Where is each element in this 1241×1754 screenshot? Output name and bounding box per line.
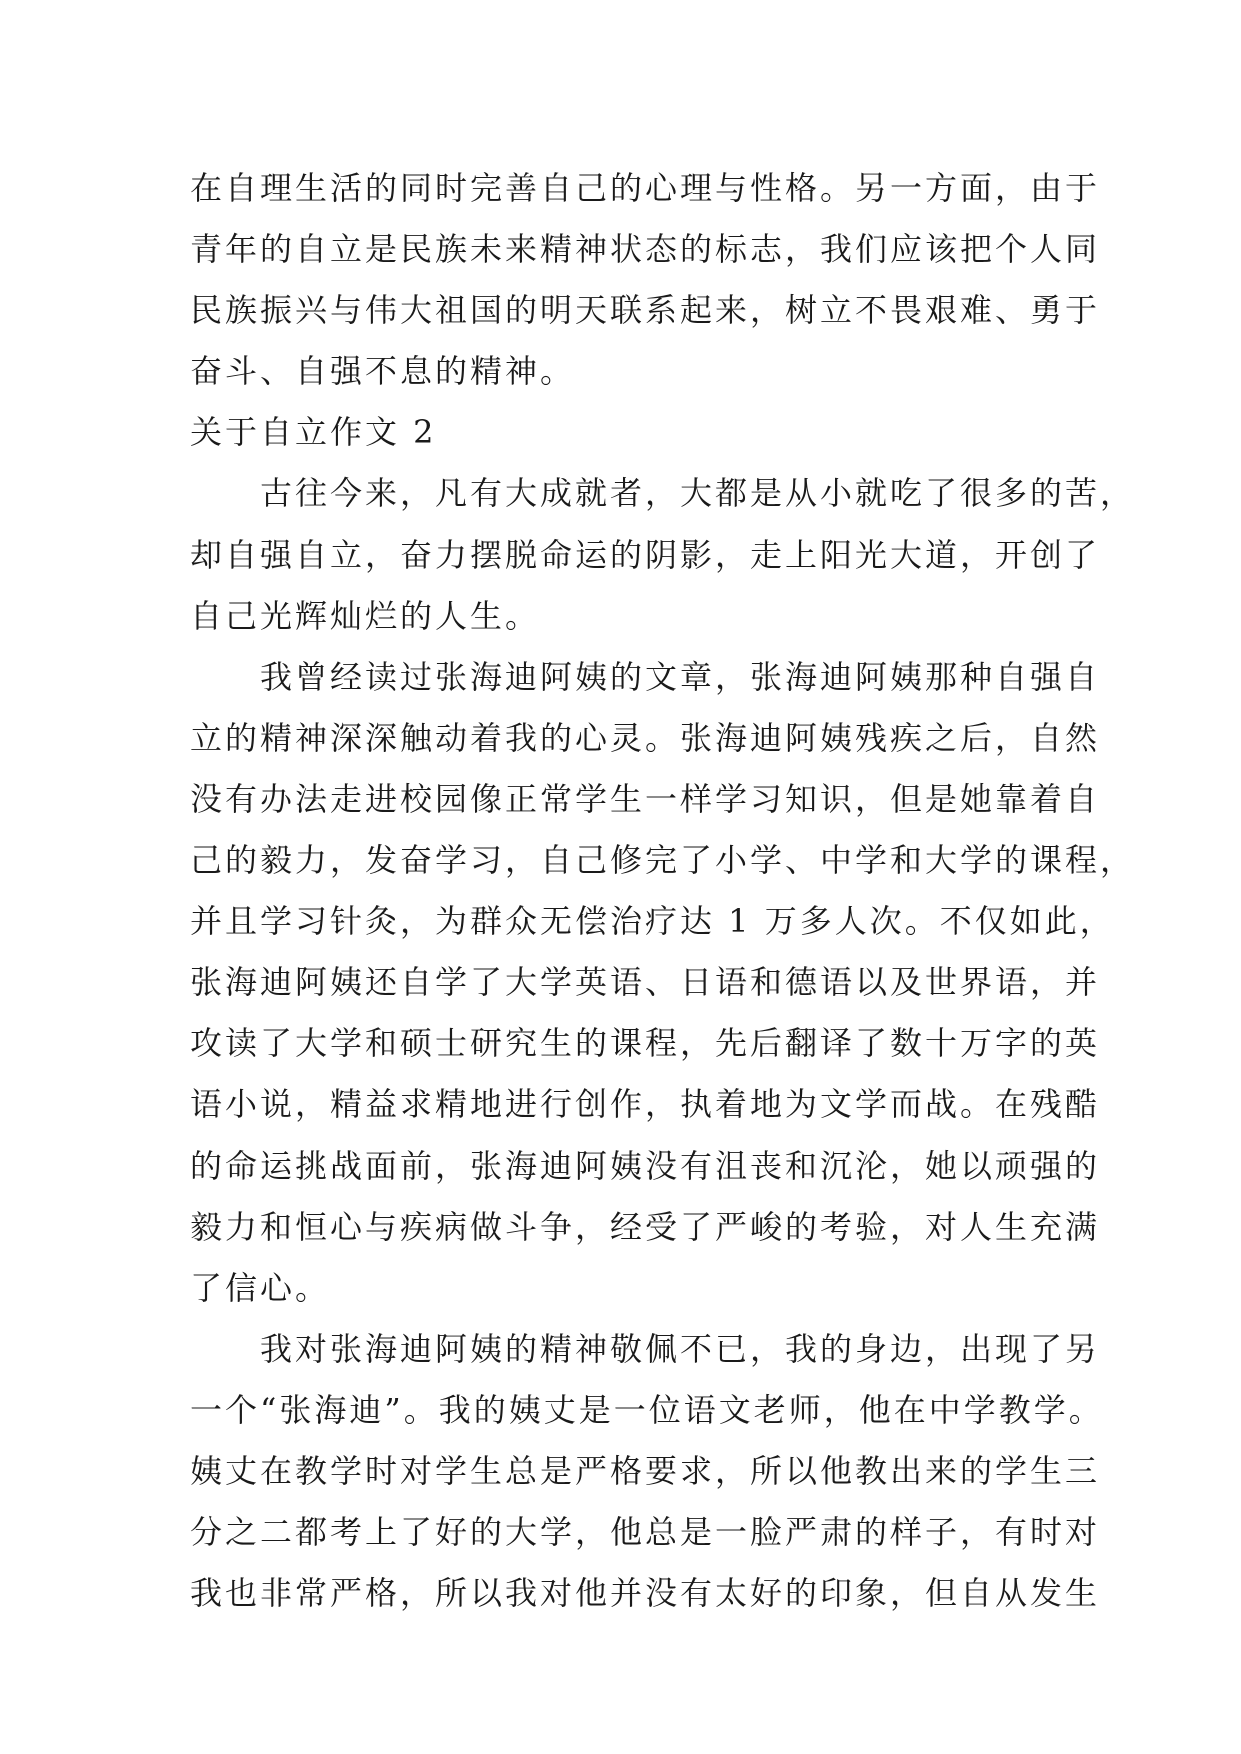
text-line: 却自强自立，奋力摆脱命运的阴影，走上阳光大道，开创了	[190, 535, 1101, 574]
text-line: 我曾经读过张海迪阿姨的文章，张海迪阿姨那种自强自	[190, 657, 1101, 696]
text-line: 己的毅力，发奋学习，自己修完了小学、中学和大学的课程，	[190, 841, 1136, 880]
text-line: 青年的自立是民族未来精神状态的标志，我们应该把个人同	[190, 230, 1101, 269]
text-line: 自己光辉灿烂的人生。	[190, 596, 541, 635]
text-line: 语小说，精益求精地进行创作，执着地为文学而战。在残酷	[190, 1085, 1101, 1124]
text-line: 的命运挑战面前，张海迪阿姨没有沮丧和沉沦，她以顽强的	[190, 1146, 1101, 1185]
text-line: 姨丈在教学时对学生总是严格要求，所以他教出来的学生三	[190, 1451, 1101, 1490]
text-line: 古往今来，凡有大成就者，大都是从小就吃了很多的苦，	[190, 474, 1136, 513]
text-line: 在自理生活的同时完善自己的心理与性格。另一方面，由于	[190, 169, 1101, 207]
text-line: 张海迪阿姨还自学了大学英语、日语和德语以及世界语，并	[190, 963, 1101, 1002]
essay-body	[190, 158, 1136, 1624]
text-line: 一个“张海迪”。我的姨丈是一位语文老师，他在中学教学。	[190, 1390, 1104, 1429]
text-line: 攻读了大学和硕士研究生的课程，先后翻译了数十万字的英	[190, 1024, 1101, 1063]
text-line: 了信心。	[190, 1268, 331, 1307]
text-line: 没有办法走进校园像正常学生一样学习知识，但是她靠着自	[190, 779, 1101, 818]
section-heading: 关于自立作文 2	[190, 413, 437, 452]
text-line: 我也非常严格，所以我对他并没有太好的印象，但自从发生	[190, 1574, 1101, 1613]
text-line: 民族振兴与伟大祖国的明天联系起来，树立不畏艰难、勇于	[190, 291, 1101, 330]
text-line: 立的精神深深触动着我的心灵。张海迪阿姨残疾之后，自然	[190, 718, 1101, 757]
text-line: 毅力和恒心与疾病做斗争，经受了严峻的考验，对人生充满	[190, 1207, 1101, 1246]
text-line: 并且学习针灸，为群众无偿治疗达 1 万多人次。不仅如此，	[190, 902, 1115, 941]
text-line: 分之二都考上了好的大学，他总是一脸严肃的样子，有时对	[190, 1513, 1101, 1552]
text-line: 我对张海迪阿姨的精神敬佩不已，我的身边，出现了另	[190, 1329, 1101, 1368]
text-line: 奋斗、自强不息的精神。	[190, 352, 576, 391]
